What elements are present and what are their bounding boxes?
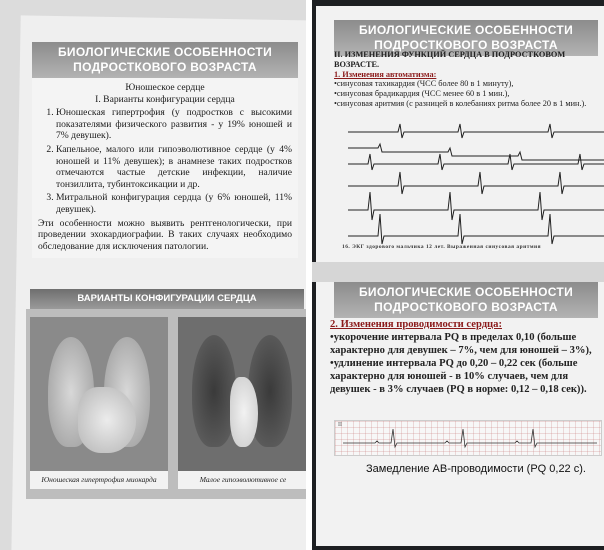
xray-panel	[26, 309, 306, 499]
ecg-traces	[338, 118, 604, 250]
variants-title: ВАРИАНТЫ КОНФИГУРАЦИИ СЕРДЦА	[30, 289, 304, 309]
ecg-caption: 16. ЭКГ здорового мальчика 12 лет. Выраженная синусовая аритмия	[342, 244, 542, 250]
slide-title: БИОЛОГИЧЕСКИЕ ОСОБЕННОСТИ ПОДРОСТКОВОГО ВОЗРАСТА	[334, 20, 598, 56]
bullet-line: •укорочение интервала PQ в пределах 0,10 (больше	[330, 332, 577, 343]
ecg-strip-trace	[335, 421, 601, 455]
slide-heart-configuration	[32, 42, 298, 258]
slide2-title: БИОЛОГИЧЕСКИЕ ОСОБЕННОСТИ ПОДРОСТКОВОГО ВОЗРАСТА	[334, 282, 598, 318]
xray-caption: Юношеская гипертрофия миокарда	[30, 471, 168, 489]
bullet-item: •синусовая тахикардия (ЧСС более 80 в 1 минуту),	[334, 79, 514, 89]
configuration-list	[38, 107, 292, 215]
right-photo	[312, 0, 604, 550]
section-heading: II. ИЗМЕНЕНИЯ ФУНКЦИЙ СЕРДЦА В ПОДРОСТКОВОМ ВОЗРАСТЕ.	[334, 50, 566, 69]
bullet-line: девушек - в 3% случаев (PQ в норме: 0,12 – 0,18 сек)).	[330, 384, 587, 395]
conduction-heading: 2. Изменения проводимости сердца:	[330, 319, 502, 330]
ecg-strip	[334, 420, 602, 456]
section-heading: I. Варианты конфигурации сердца	[95, 93, 235, 105]
list-item: 3. Митральной конфигурация сердца (у 6% юношей, 11% девушек).	[56, 192, 292, 215]
strip-caption: Замедление АВ-проводимости (PQ 0,22 с).	[366, 463, 586, 475]
conduction-text	[330, 318, 602, 396]
bullet-line: характерно для юношей - в 10% случаев, чем для	[330, 371, 569, 382]
xray-image-hypertrophy	[30, 317, 168, 489]
paper-gap	[312, 262, 604, 282]
list-item: 2. Капельное, малого или гипоэволютивное сердце (у 4% юношей и 11% девушек); в анамнезе таких подростков отмечаются частые детские инфекции, наличие тонзиллита, тубинтоксикации и др.	[56, 144, 292, 190]
slide-title: БИОЛОГИЧЕСКИЕ ОСОБЕННОСТИ ПОДРОСТКОВОГО ВОЗРАСТА	[32, 42, 298, 78]
bullet-item: •синусовая брадикардия (ЧСС менее 60 в 1 мин.),	[334, 89, 510, 99]
xray-image-small-heart	[178, 317, 306, 489]
automatism-text	[334, 50, 596, 109]
lead-label: II	[338, 422, 342, 428]
list-item: 1. Юношеская гипертрофия (у подростков с высокими показателями физического развития - у 19% юношей и 7% девушек).	[56, 107, 292, 142]
xray-caption: Малое гипоэволютивное се	[178, 471, 306, 489]
subsection-heading: 1. Изменения автоматизма:	[334, 69, 437, 79]
subtitle: Юношеское сердце	[125, 82, 205, 93]
bullet-line: характерно для девушек – 7%, чем для юношей – 3%),	[330, 345, 592, 356]
bullet-item: •синусовая аритмия (с разницей в колебаниях ритма более 20 в 1 мин.).	[334, 98, 587, 108]
note-paragraph: Эти особенности можно выявить рентгенологически, при проведении эхокардиографии. В таких случаях необходимо обследование для исключения патологии.	[38, 217, 292, 252]
bullet-line: •удлинение интервала PQ до 0,20 – 0,22 сек (больше	[330, 358, 578, 369]
